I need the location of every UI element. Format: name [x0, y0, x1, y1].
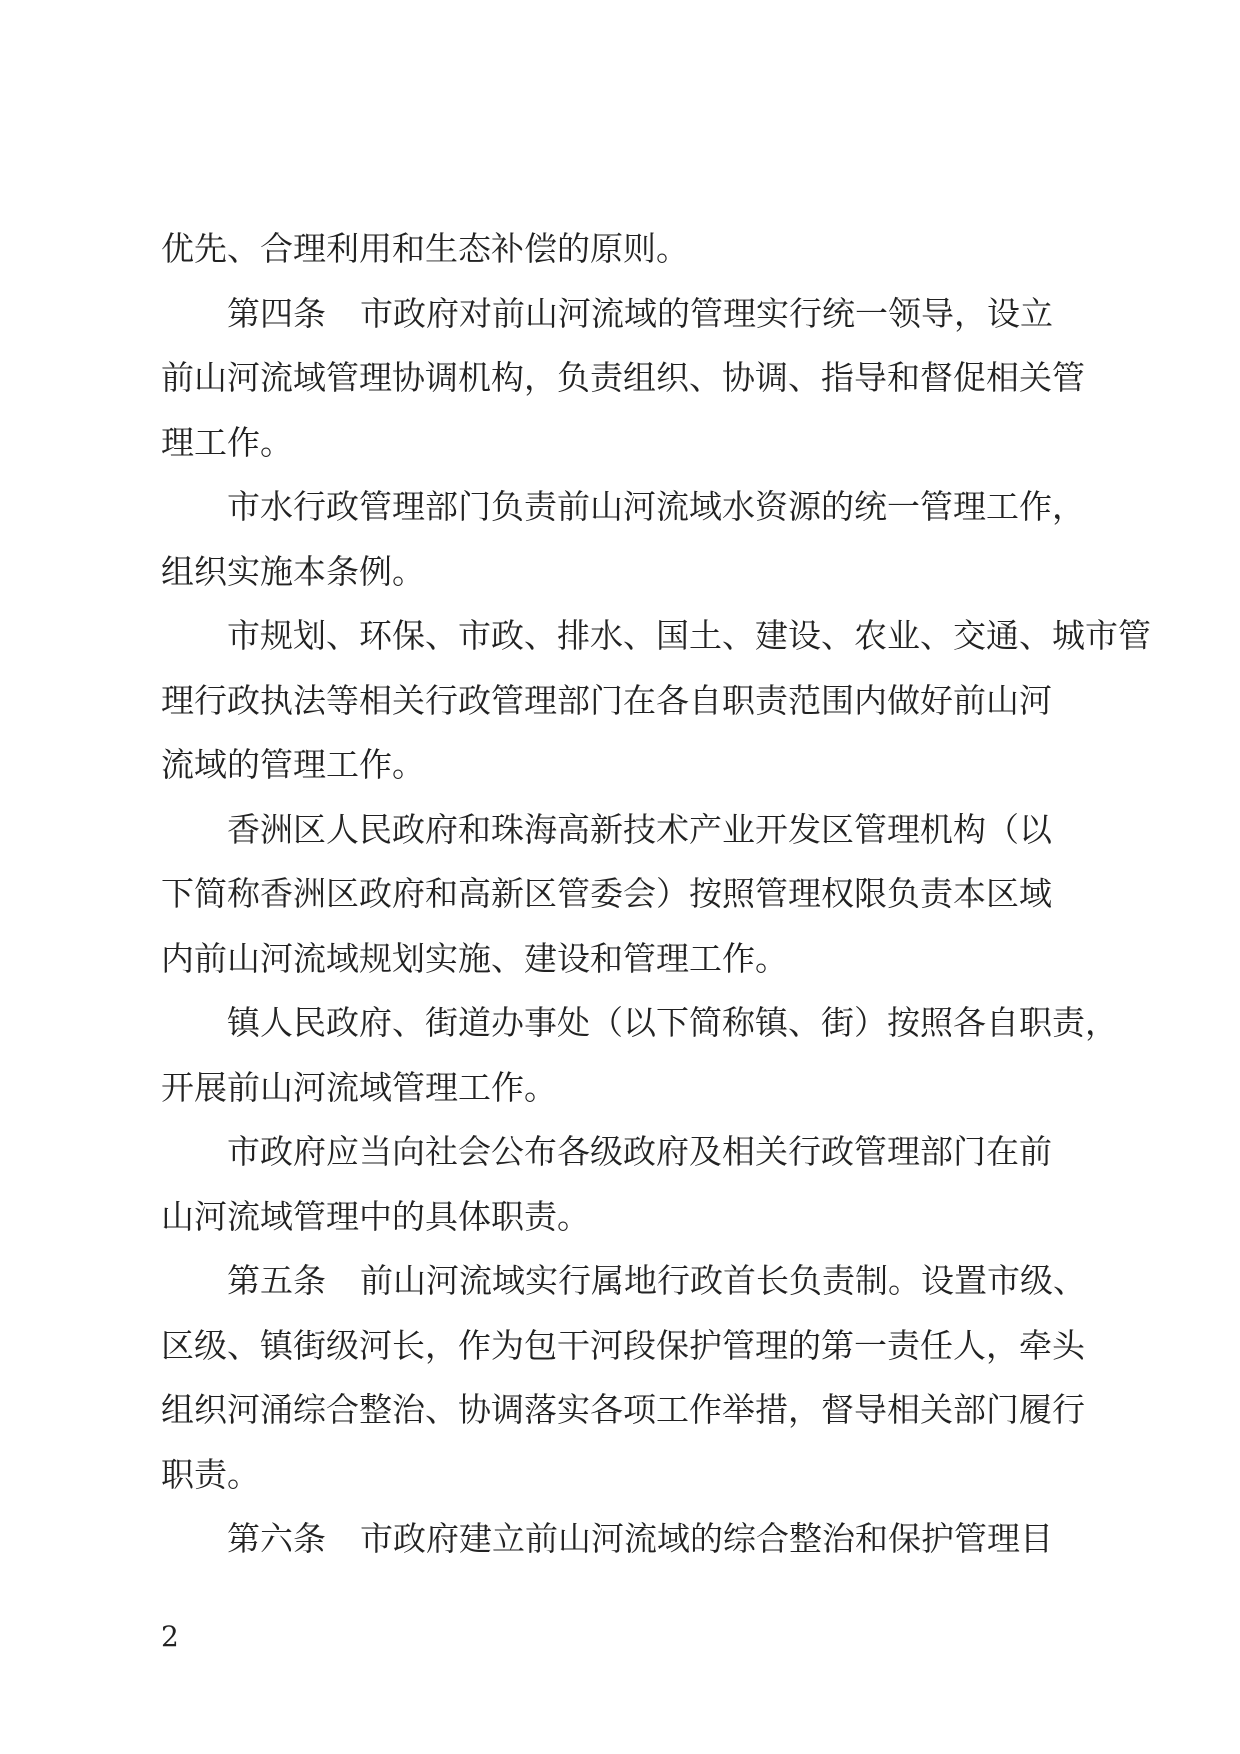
- line-text: 前山河流域管理协调机构，负责组织、协调、指导和督促相关管: [161, 358, 1085, 397]
- text-line: [161, 411, 1081, 476]
- line-text: 内前山河流域规划实施、建设和管理工作。: [161, 938, 788, 978]
- line-text: 开展前山河流域管理工作。: [161, 1067, 557, 1107]
- text-line: [161, 217, 1081, 282]
- text-line: [161, 1185, 1081, 1250]
- text-line: [161, 1443, 1081, 1508]
- line-text: 流域的管理工作。: [161, 745, 425, 784]
- text-line: [161, 346, 1085, 411]
- line-text: 优先、合理利用和生态补偿的原则。: [161, 229, 689, 268]
- line-text: 职责。: [161, 1454, 260, 1494]
- article-heading: 第六条: [227, 1519, 326, 1558]
- article-line: [161, 282, 1081, 347]
- text-line: [161, 991, 1118, 1056]
- line-text: 山河流域管理中的具体职责。: [161, 1196, 590, 1236]
- line-text: 前山河流域实行属地行政首长负责制。设置市级、: [360, 1261, 1086, 1300]
- text-line: [161, 1314, 1085, 1379]
- line-text: 市政府建立前山河流域的综合整治和保护管理目: [360, 1519, 1053, 1558]
- text-line: [161, 669, 1081, 734]
- line-text: 理行政执法等相关行政管理部门在各自职责范围内做好前山河: [161, 680, 1052, 720]
- line-text: 市政府应当向社会公布各级政府及相关行政管理部门在前: [227, 1132, 1052, 1171]
- article-line: [161, 1249, 1086, 1314]
- article-heading: 第四条: [227, 293, 326, 333]
- line-text: 区级、镇街级河长，作为包干河段保护管理的第一责任人，牵头: [161, 1325, 1085, 1365]
- line-text: 组织河涌综合整治、协调落实各项工作举措，督导相关部门履行: [161, 1390, 1085, 1429]
- line-text: 市政府对前山河流域的管理实行统一领导，设立: [360, 293, 1053, 333]
- text-line: [161, 604, 1151, 669]
- line-text: 组织实施本条例。: [161, 551, 425, 591]
- line-text: 香洲区人民政府和珠海高新技术产业开发区管理机构（以: [227, 809, 1052, 849]
- line-text: 市水行政管理部门负责前山河流域水资源的统一管理工作，: [227, 487, 1085, 526]
- text-line: [161, 927, 1081, 992]
- text-line: [161, 1120, 1081, 1185]
- text-line: [161, 475, 1085, 540]
- document-body: [161, 217, 1151, 1572]
- text-line: [161, 1056, 1081, 1121]
- text-line: [161, 733, 1081, 798]
- text-line: [161, 862, 1081, 927]
- article-heading: 第五条: [227, 1261, 326, 1300]
- text-line: [161, 798, 1081, 863]
- text-line: [161, 540, 1081, 605]
- line-text: 镇人民政府、街道办事处（以下简称镇、街）按照各自职责，: [227, 1003, 1118, 1042]
- article-line: [161, 1507, 1081, 1572]
- line-text: 理工作。: [161, 422, 293, 462]
- text-line: [161, 1378, 1085, 1443]
- line-text: 下简称香洲区政府和高新区管委会）按照管理权限负责本区域: [161, 874, 1052, 913]
- line-text: 市规划、环保、市政、排水、国土、建设、农业、交通、城市管: [227, 616, 1151, 655]
- page-number: 2: [161, 1620, 179, 1653]
